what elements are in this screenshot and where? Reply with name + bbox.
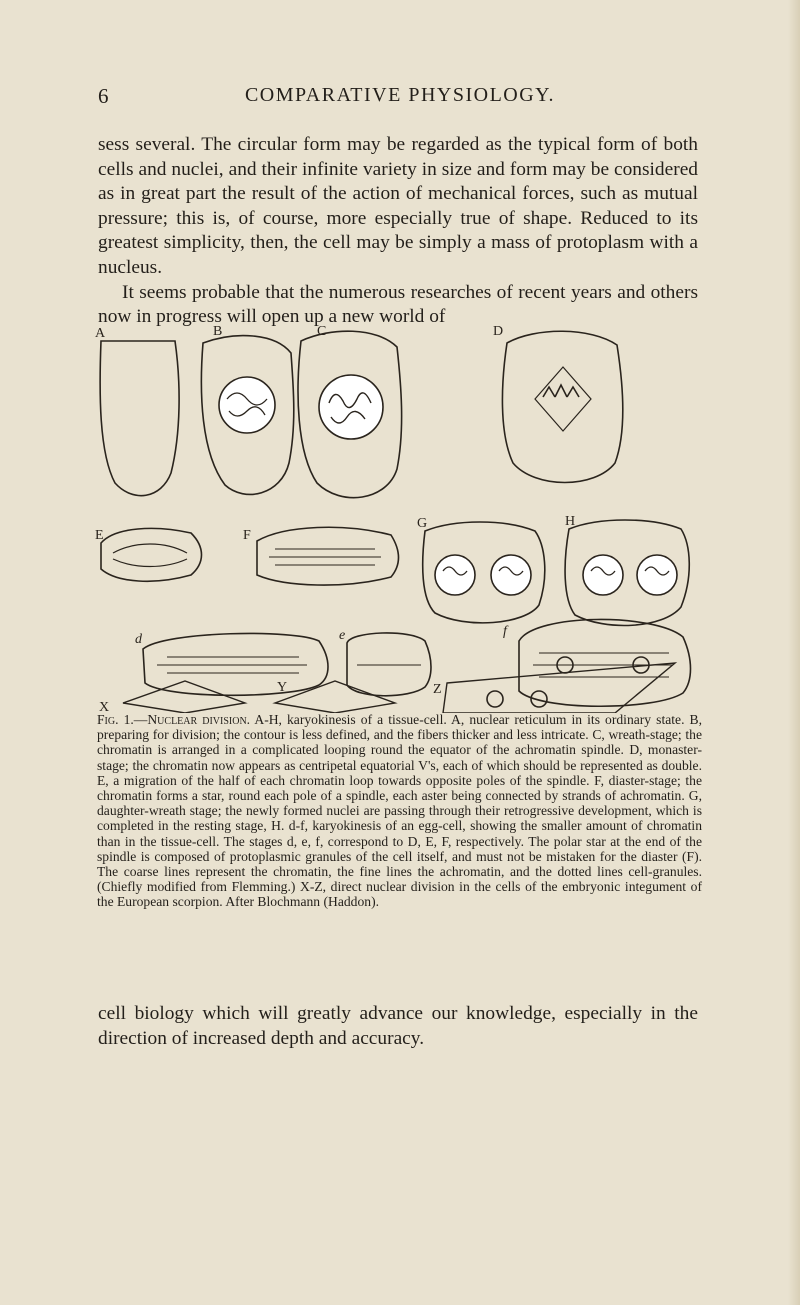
- body-text-bottom: [98, 1002, 698, 1051]
- figure-label-b: B: [213, 324, 223, 339]
- figure-label-y: Y: [277, 680, 288, 695]
- cell-g: [423, 522, 545, 623]
- cell-f: [257, 527, 399, 585]
- body-text-top: [98, 133, 698, 330]
- paragraph-bottom: cell biology which will greatly advance our knowledge, especially in the direction of increased depth and accuracy.: [98, 1003, 698, 1049]
- figure-label-d-lower: d: [135, 632, 142, 647]
- scan-edge: [788, 0, 800, 1305]
- page-number: 6: [98, 84, 109, 108]
- figure-label-a: A: [95, 326, 106, 341]
- figure-label-g: G: [417, 516, 428, 531]
- cell-c: [298, 331, 402, 498]
- cell-e-lower: [347, 633, 431, 696]
- page-header: [0, 84, 800, 112]
- caption-text: A-H, karyokinesis of a tissue-cell. A, nuclear reticulum in its ordinary state. B, preparing for division; the contour is less defined, and the fibers thicker and less intricate. C, wreath-stage; the chromatin is arranged in a complicated looping round the equator of the achromatin spindle. D, monaster-stage; the chromatin now appears as centripetal equatorial V's, each of which should be represented as double. E, a migration of the half of each chromatin loop towards opposite poles of the spindle. F, diaster-stage; the chromatin forms a star, round each pole of a spindle, each aster being connected by strands of achromatin. G, daughter-wreath stage; the newly formed nuclei are passing through their retrogressive development, which is completed in the resting stage, H. d-f, karyokinesis of an egg-cell, showing the smaller amount of chromatin than in the tissue-cell. The stages d, e, f, correspond to D, E, F, respectively. The polar star at the end of the spindle is composed of protoplasmic granules of the cell itself, and must not be mistaken for the diaster (F). The coarse lines represent the chromatin, the fine lines the achromatin, and the dotted lines cell-granules. (Chiefly modified from Flemming.) X-Z, direct nuclear division in the cells of the embryonic integument of the European scorpion. After Blochmann (Haddon).: [97, 712, 702, 910]
- caption-label: Fig. 1.—Nuclear division.: [97, 712, 251, 727]
- cell-x: [123, 681, 245, 713]
- figure-caption: [97, 712, 702, 910]
- figure-label-e: E: [95, 528, 104, 543]
- cell-h: [565, 520, 689, 625]
- cell-b: [201, 336, 293, 495]
- figure-label-x: X: [99, 700, 110, 713]
- paragraph-second: It seems probable that the numerous researches of recent years and others now in progress will open up a new world of: [98, 281, 698, 328]
- figure-label-h: H: [565, 514, 576, 529]
- figure-nuclear-division: [95, 313, 707, 713]
- figure-label-e-lower: e: [339, 628, 346, 643]
- figure-label-f-lower: f: [503, 624, 507, 639]
- figure-label-d: D: [493, 324, 504, 339]
- running-head: COMPARATIVE PHYSIOLOGY.: [244, 84, 556, 106]
- figure-label-z: Z: [433, 682, 442, 697]
- cell-e: [101, 528, 202, 581]
- paragraph-top: sess several. The circular form may be regarded as the typical form of both cells and nuclei, and their infinite variety in size and form may be considered as in great part the result of the action of mechanical forces, such as mutual pressure; this is, of course, more especially true of shape. Reduced to its greatest simplicity, then, the cell may be simply a mass of protoplasm with a nucleus.: [98, 134, 698, 278]
- figure-label-f: F: [243, 528, 251, 543]
- figure-label-c: C: [317, 324, 327, 339]
- cell-d: [502, 331, 622, 482]
- figure-illustration: [95, 313, 707, 713]
- cell-a: [100, 341, 179, 496]
- cell-y: [275, 681, 395, 713]
